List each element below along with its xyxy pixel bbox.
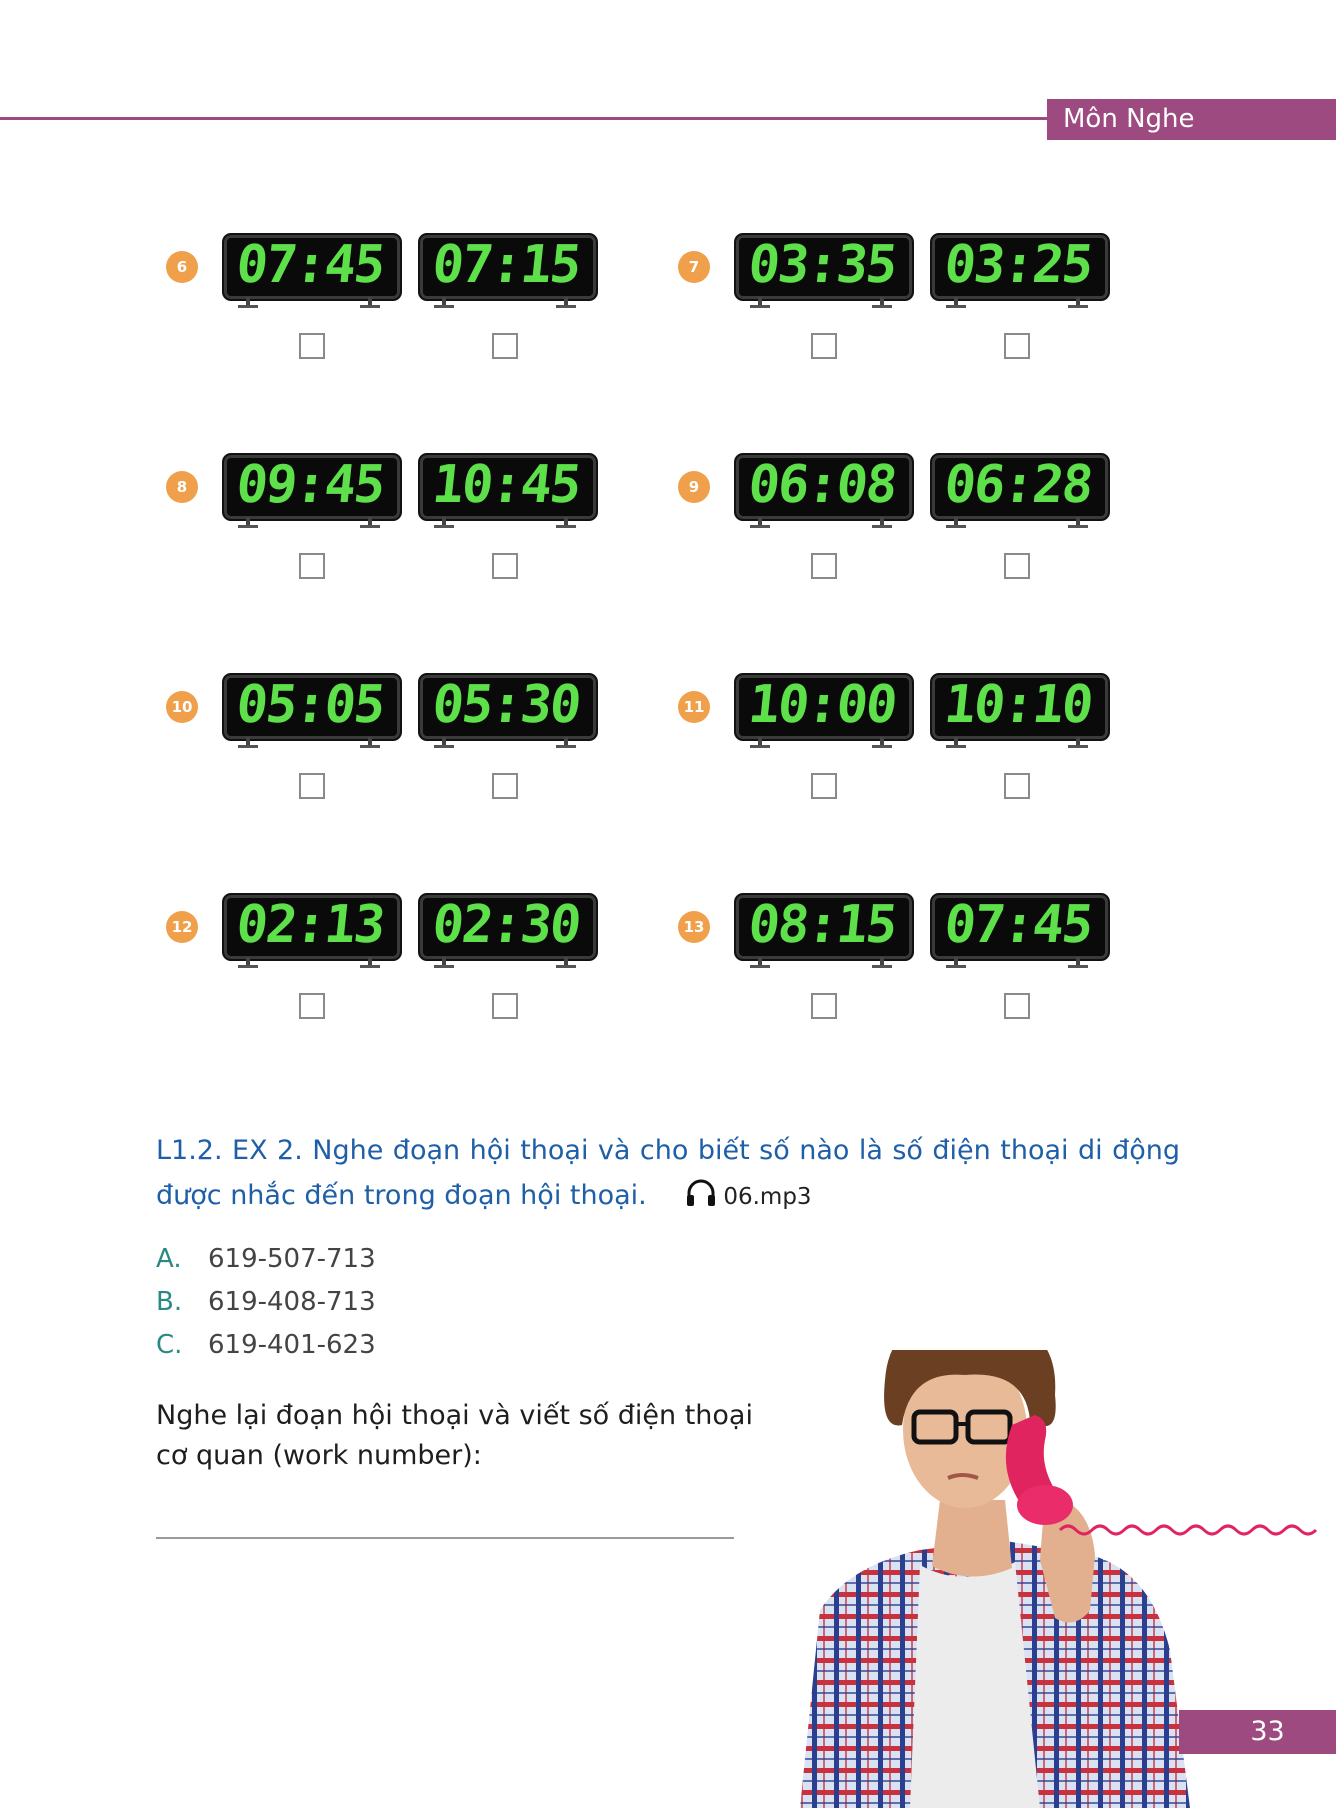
clock-item-7: [678, 233, 1158, 383]
answer-checkbox[interactable]: [1004, 993, 1030, 1019]
digital-clock: [734, 673, 914, 748]
answer-checkbox[interactable]: [492, 773, 518, 799]
digital-clock: [418, 893, 598, 968]
digital-clock: [222, 893, 402, 968]
digital-clock: [734, 453, 914, 528]
answer-checkbox[interactable]: [1004, 553, 1030, 579]
digital-clock: [930, 893, 1110, 968]
clock-item-9: [678, 453, 1158, 603]
exercise-prompt: [156, 1128, 1180, 1220]
clock-time: 02:30: [429, 895, 583, 955]
clock-time: 07:45: [941, 895, 1095, 955]
follow-up-line: Nghe lại đoạn hội thoại và viết số điện thoại: [156, 1400, 753, 1431]
clock-item-12: [166, 893, 646, 1043]
clock-item-13: [678, 893, 1158, 1043]
section-tab: Môn Nghe: [1047, 99, 1336, 140]
clock-time: 10:00: [745, 675, 899, 735]
clock-time: 02:13: [233, 895, 387, 955]
item-number-badge: 12: [166, 911, 198, 943]
clock-time: 05:30: [429, 675, 583, 735]
answer-checkbox[interactable]: [492, 553, 518, 579]
clock-time: 10:10: [941, 675, 1095, 735]
item-number-badge: 6: [166, 251, 198, 283]
answer-checkbox[interactable]: [492, 333, 518, 359]
option-value: 619-401-623: [208, 1330, 376, 1360]
clock-time: 07:45: [233, 235, 387, 295]
item-number-badge: 13: [678, 911, 710, 943]
exercise-prompt-text: L1.2. EX 2. Nghe đoạn hội thoại và cho biết số nào là số điện thoại di động được nhắc đến trong đoạn hội thoại.: [156, 1135, 1180, 1211]
answer-options: [156, 1244, 376, 1373]
digital-clock: [930, 233, 1110, 308]
digital-clock: [222, 453, 402, 528]
answer-option[interactable]: [156, 1330, 376, 1373]
answer-checkbox[interactable]: [299, 333, 325, 359]
clock-item-6: [166, 233, 646, 383]
item-number-badge: 9: [678, 471, 710, 503]
page-number: 33: [1179, 1710, 1336, 1754]
option-value: 619-507-713: [208, 1244, 376, 1274]
digital-clock: [418, 453, 598, 528]
answer-checkbox[interactable]: [1004, 773, 1030, 799]
digital-clock: [734, 893, 914, 968]
answer-checkbox[interactable]: [299, 773, 325, 799]
clock-time: 07:15: [429, 235, 583, 295]
answer-checkbox[interactable]: [811, 993, 837, 1019]
option-letter: B.: [156, 1287, 183, 1317]
answer-checkbox[interactable]: [299, 993, 325, 1019]
answer-checkbox[interactable]: [299, 553, 325, 579]
clock-item-8: [166, 453, 646, 603]
digital-clock: [930, 453, 1110, 528]
headphones-icon: [685, 1178, 717, 1208]
clock-item-11: [678, 673, 1158, 823]
option-letter: C.: [156, 1330, 183, 1360]
option-value: 619-408-713: [208, 1287, 376, 1317]
answer-option[interactable]: [156, 1287, 376, 1330]
follow-up-question: [156, 1396, 756, 1476]
answer-checkbox[interactable]: [1004, 333, 1030, 359]
clock-time: 08:15: [745, 895, 899, 955]
answer-checkbox[interactable]: [492, 993, 518, 1019]
clock-time: 06:28: [941, 455, 1095, 515]
clock-item-10: [166, 673, 646, 823]
clock-time: 03:25: [941, 235, 1095, 295]
digital-clock: [930, 673, 1110, 748]
answer-checkbox[interactable]: [811, 773, 837, 799]
digital-clock: [734, 233, 914, 308]
digital-clock: [418, 673, 598, 748]
audio-filename: 06.mp3: [723, 1184, 812, 1210]
digital-clock: [222, 673, 402, 748]
item-number-badge: 7: [678, 251, 710, 283]
answer-checkbox[interactable]: [811, 333, 837, 359]
answer-checkbox[interactable]: [811, 553, 837, 579]
clock-time: 09:45: [233, 455, 387, 515]
follow-up-line: cơ quan (work number):: [156, 1440, 482, 1471]
item-number-badge: 10: [166, 691, 198, 723]
item-number-badge: 8: [166, 471, 198, 503]
answer-write-line[interactable]: [156, 1537, 734, 1539]
clock-time: 03:35: [745, 235, 899, 295]
audio-reference[interactable]: [685, 1184, 811, 1210]
clock-time: 10:45: [429, 455, 583, 515]
header-rule: [0, 117, 1050, 120]
clock-time: 05:05: [233, 675, 387, 735]
clock-time: 06:08: [745, 455, 899, 515]
answer-option[interactable]: [156, 1244, 376, 1287]
digital-clock: [222, 233, 402, 308]
digital-clock: [418, 233, 598, 308]
option-letter: A.: [156, 1244, 182, 1274]
item-number-badge: 11: [678, 691, 710, 723]
